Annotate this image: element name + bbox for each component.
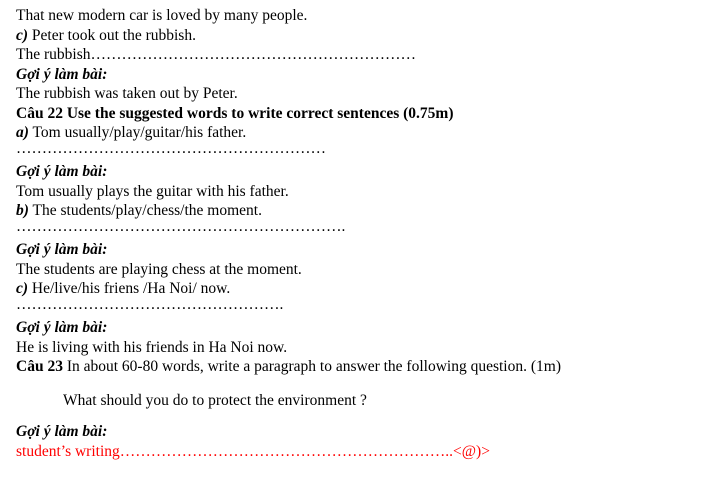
spacer bbox=[16, 410, 696, 422]
answer-dots: ……………………………………………. bbox=[16, 298, 284, 313]
item-label: a) bbox=[16, 124, 29, 141]
exercise-a-line bbox=[16, 123, 696, 143]
document-page bbox=[16, 6, 696, 461]
hint-heading: Gợi ý làm bài: bbox=[16, 65, 108, 83]
rewrite-line bbox=[16, 45, 696, 65]
hint-heading: Gợi ý làm bài: bbox=[16, 423, 108, 440]
answer-line: The students are playing chess at the moment. bbox=[16, 260, 302, 278]
answer-dots: ………………………………………………………. bbox=[16, 220, 346, 235]
hint-heading: Gợi ý làm bài: bbox=[16, 241, 108, 258]
answer-dots: ……………………………………………………… bbox=[90, 46, 416, 63]
item-text: The students/play/chess/the moment. bbox=[28, 202, 262, 219]
hint-heading: Gợi ý làm bài: bbox=[16, 163, 108, 180]
item-text: Tom usually/play/guitar/his father. bbox=[28, 124, 247, 141]
exercise-c-line bbox=[16, 26, 696, 46]
item-label: c) bbox=[16, 26, 29, 44]
exercise-b-line bbox=[16, 201, 696, 221]
answer-line: The rubbish was taken out by Peter. bbox=[16, 85, 238, 102]
spacer bbox=[16, 377, 696, 391]
question-text: In about 60-80 words, write a paragraph to answer the following question. (1m) bbox=[62, 358, 561, 375]
answer-line: Tom usually plays the guitar with his father. bbox=[16, 182, 289, 200]
item-text: Peter took out the rubbish. bbox=[28, 26, 196, 44]
sentence-line: That new modern car is loved by many people. bbox=[16, 7, 308, 24]
rewrite-start: The rubbish bbox=[16, 46, 91, 63]
question-number: Câu 23 bbox=[16, 358, 63, 375]
item-label: c) bbox=[16, 280, 29, 297]
item-label: b) bbox=[16, 202, 29, 219]
exercise-c2-line bbox=[16, 279, 696, 299]
answer-dots: …………………………………………………… bbox=[16, 142, 326, 157]
question-22-heading: Câu 22 Use the suggested words to write correct sentences (0.75m) bbox=[16, 104, 454, 122]
question-23-line bbox=[16, 357, 696, 377]
answer-line: He is living with his friends in Ha Noi now. bbox=[16, 338, 288, 356]
item-text: He/live/his friens /Ha Noi/ now. bbox=[28, 280, 231, 297]
student-writing-line: student’s writing………………………………………………………..<@)> bbox=[16, 442, 490, 460]
hint-heading: Gợi ý làm bài: bbox=[16, 319, 108, 336]
essay-question: What should you do to protect the environment ? bbox=[63, 391, 367, 409]
